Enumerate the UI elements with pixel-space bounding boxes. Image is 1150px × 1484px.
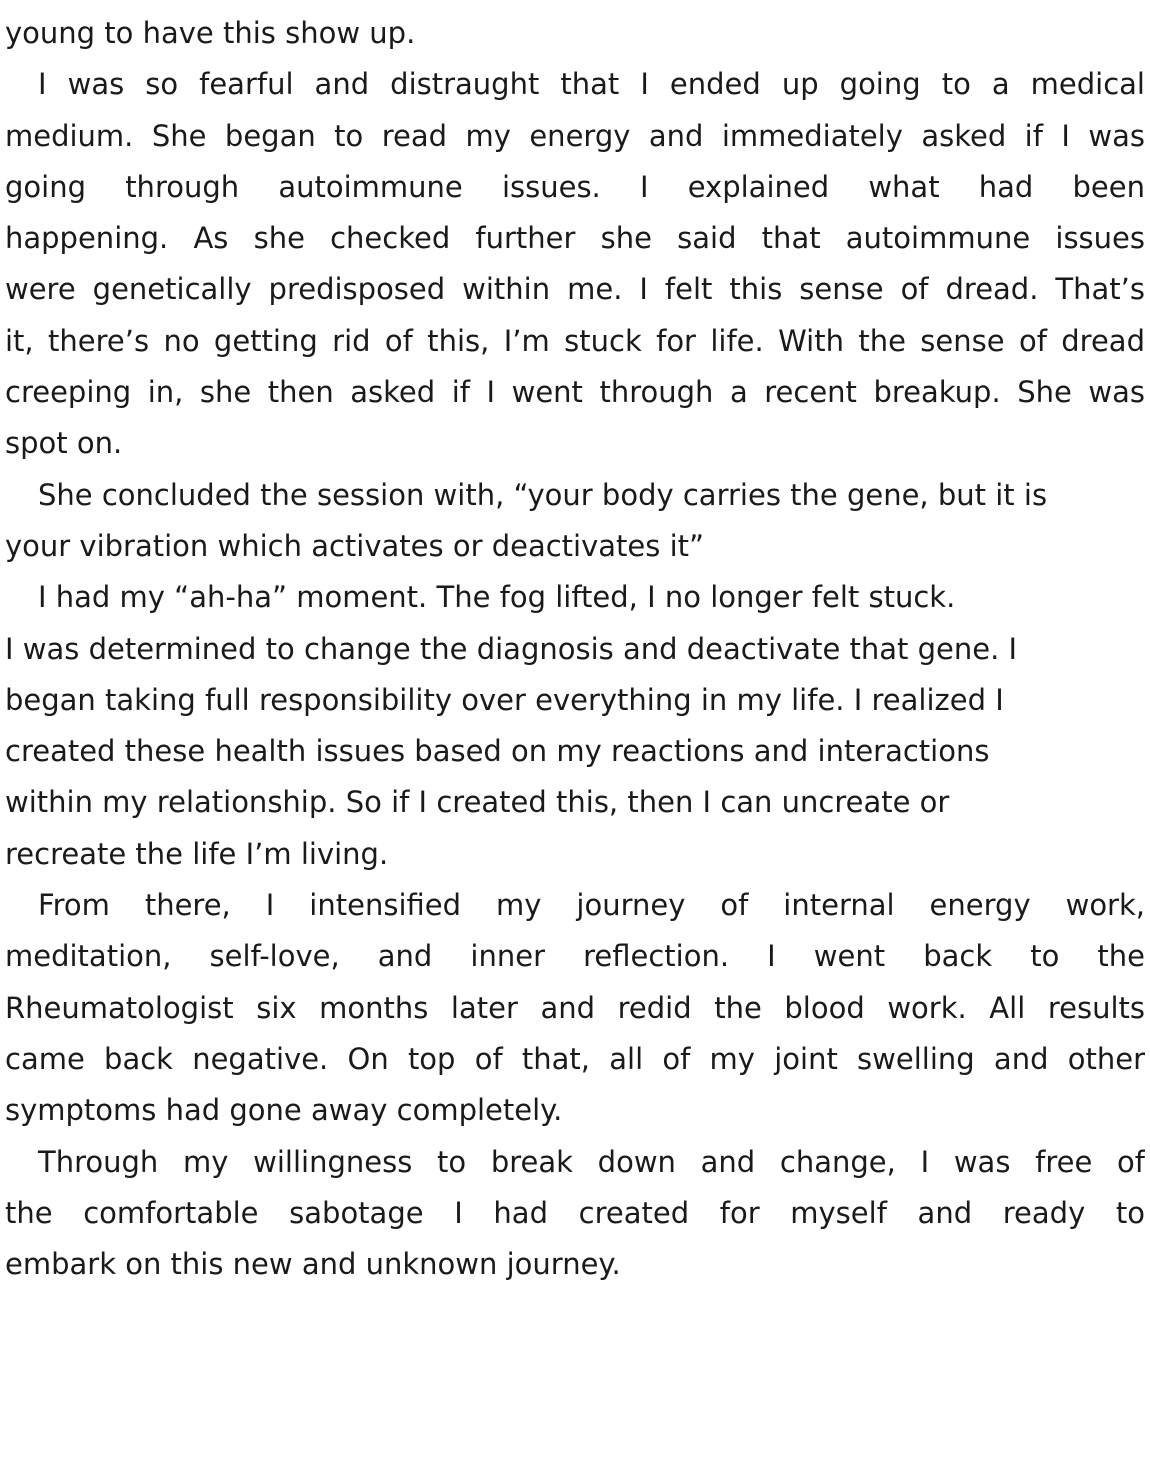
text-line: recreate the life I’m living. bbox=[5, 836, 389, 871]
text-line: happening. As she checked further she said that autoimmune issues bbox=[5, 221, 1145, 256]
text-line: came back negative. On top of that, all of my joint swelling and other bbox=[5, 1041, 1145, 1076]
text-line: medium. She began to read my energy and immediately asked if I was bbox=[5, 118, 1145, 153]
text-line: Rheumatologist six months later and redid the blood work. All results bbox=[5, 990, 1145, 1025]
text-line: young to have this show up. bbox=[5, 16, 416, 50]
text-line: began taking full responsibility over everything in my life. I realized I bbox=[5, 682, 1004, 717]
text-line: the comfortable sabotage I had created for myself and ready to bbox=[5, 1195, 1145, 1230]
text-line: spot on. bbox=[5, 426, 123, 461]
text-line: meditation, self-love, and inner reflection. I went back to the bbox=[5, 939, 1145, 974]
text-line: She concluded the session with, “your body carries the gene, but it is bbox=[38, 477, 1048, 512]
text-line: created these health issues based on my reactions and interactions bbox=[5, 734, 990, 769]
text-line: From there, I intensified my journey of internal energy work, bbox=[38, 888, 1145, 923]
text-line: were genetically predisposed within me. I felt this sense of dread. That’s bbox=[5, 272, 1145, 307]
text-line: I was determined to change the diagnosis and deactivate that gene. I bbox=[5, 631, 1018, 666]
text-line: it, there’s no getting rid of this, I’m stuck for life. With the sense of dread bbox=[5, 323, 1145, 358]
text-line: I was so fearful and distraught that I ended up going to a medical bbox=[38, 67, 1145, 102]
text-line: embark on this new and unknown journey. bbox=[5, 1247, 621, 1282]
text-line: creeping in, she then asked if I went through a recent breakup. She was bbox=[5, 375, 1145, 410]
text-line: symptoms had gone away completely. bbox=[5, 1093, 563, 1128]
text-line: Through my willingness to break down and change, I was free of bbox=[38, 1144, 1145, 1179]
document-page bbox=[5, 8, 1145, 1290]
text-line: your vibration which activates or deactivates it” bbox=[5, 528, 705, 563]
text-line: going through autoimmune issues. I explained what had been bbox=[5, 169, 1145, 204]
text-line: I had my “ah-ha” moment. The fog lifted, I no longer felt stuck. bbox=[38, 580, 956, 615]
text-line: within my relationship. So if I created this, then I can uncreate or bbox=[5, 785, 950, 820]
